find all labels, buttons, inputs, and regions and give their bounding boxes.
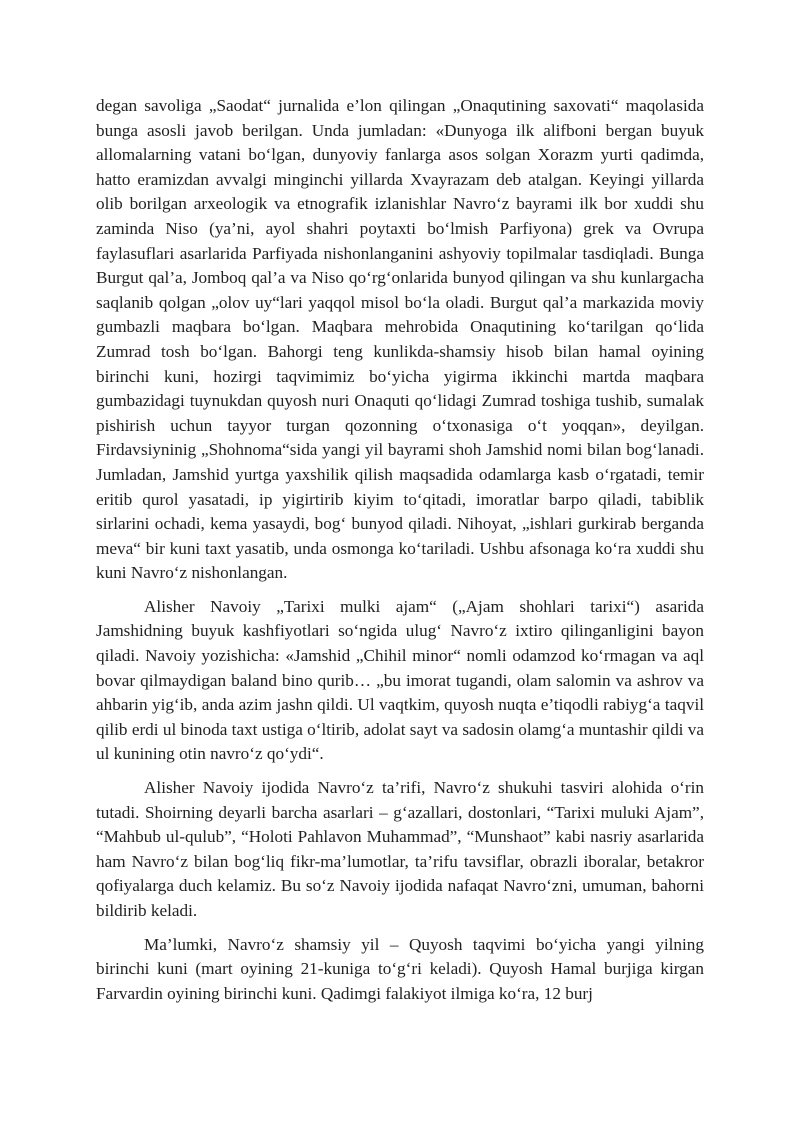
- paragraph-4: Ma’lumki, Navro‘z shamsiy yil – Quyosh taqvimi bo‘yicha yangi yilning birinchi kuni (mart oyining 21-kuniga to‘g‘ri keladi). Quyosh Hamal burjiga kirgan Farvardin oyining birinchi kuni. Qadimgi falakiyot ilmiga ko‘ra, 12 burj: [96, 934, 704, 1003]
- document-page: [96, 94, 704, 1015]
- paragraph-3: Alisher Navoiy ijodida Navro‘z ta’rifi, Navro‘z shukuhi tasviri alohida o‘rin tutadi. Shoirning deyarli barcha asarlari – g‘azallari, dostonlari, “Tarixi muluki Ajam”, “Mahbub ul-qulub”, “Holoti Pahlavon Muhammad”, “Munshaot” kabi nasriy asarlarida ham Navro‘z bilan bog‘liq fikr-ma’lumotlar, ta’rifu tavsiflar, obrazli iboralar, betakror qofiyalarga duch kelamiz. Bu so‘z Navoiy ijodida nafaqat Navro‘zni, umuman, bahorni bildirib keladi.: [96, 778, 704, 920]
- paragraph-2: Alisher Navoiy „Tarixi mulki ajam“ („Ajam shohlari tarixi“) asarida Jamshidning buyuk kashfiyotlari so‘ngida ulug‘ Navro‘z ixtiro qilinganligini bayon qiladi. Navoiy yozishicha: «Jamshid „Chihil minor“ nomli odamzod ko‘rmagan va aql bovar qilmaydigan baland bino qurib… „bu imorat tugandi, olam salomin va ashrov va ahbarin yig‘ib, anda azim jashn qildi. Ul vaqtkim, quyosh nuqta e’tiqodli rabiyg‘a taqvil qilib erdi ul binoda taxt ustiga o‘ltirib, adolat sayt va sadosin olamg‘a muntashir qildi va ul kunining otin navro‘z qo‘ydi“.: [96, 596, 704, 764]
- paragraph-1: degan savoliga „Saodat“ jurnalida e’lon qilingan „Onaqutining saxovati“ maqolasida bunga asosli javob berilgan. Unda jumladan: «Dunyoga ilk alifboni bergan buyuk allomalarning vatani bo‘lgan, dunyoviy fanlarga asos solgan Xorazm yurti qadimda, hatto eramizdan avvalgi minginchi yillarda Xvayrazam deb atalgan. Keyingi yillarda olib borilgan arxeologik va etnografik izlanishlar Navro‘z bayrami ilk bor xuddi shu zaminda Niso (ya’ni, ayol shahri poytaxti bo‘lmish Parfiyona) grek va Ovrupa faylasuflari asarlarida Parfiyada nishonlanganini ashyoviy topilmalar tasdiqladi. Bunga Burgut qal’a, Jomboq qal’a va Niso qo‘rg‘onlarida bunyod qilingan va shu kunlargacha saqlanib qolgan „olov uy“lari yaqqol misol bo‘la oladi. Burgut qal’a markazida moviy gumbazli maqbara bo‘lgan. Maqbara mehrobida Onaqutining ko‘tarilgan qo‘lida Zumrad tosh bo‘lgan. Bahorgi teng kunlikda-shamsiy hisob bilan hamal oyining birinchi kuni, hozirgi taqvimimiz bo‘yicha yigirma ikkinchi martda maqbara gumbazidagi tuynukdan quyosh nuri Onaquti qo‘lidagi Zumrad toshiga tushib, sumalak pishirish uchun tayyor turgan qozonning o‘txonasiga o‘t yoqqan», deyilgan. Firdavsiyninig „Shohnoma“sida yangi yil bayrami shoh Jamshid nomi bilan bog‘lanadi. Jumladan, Jamshid yurtga yaxshilik qilish maqsadida odamlarga kasb o‘rgatadi, temir eritib qurol yasatadi, ip yigirtirib kiyim to‘qitadi, imoratlar barpo qiladi, tabiblik sirlarini ochadi, kema yasaydi, bog‘ bunyod qiladi. Nihoyat, „ishlari gurkirab berganda meva“ bir kuni taxt yasatib, unda osmonga ko‘tariladi. Ushbu afsonaga ko‘ra xuddi shu kuni Navro‘z nishonlangan.: [96, 96, 704, 583]
